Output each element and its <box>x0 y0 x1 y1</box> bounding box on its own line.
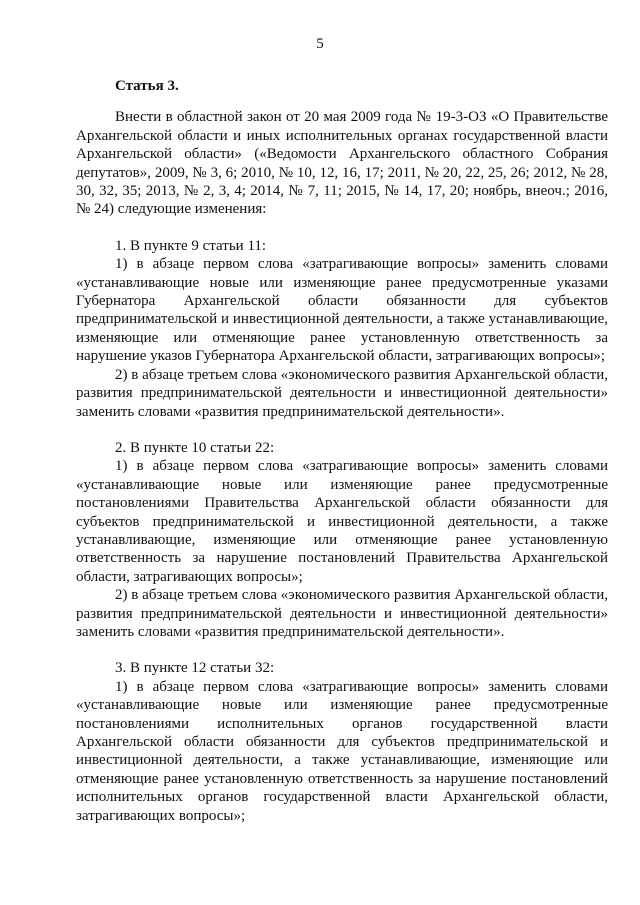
section-item: 2) в абзаце третьем слова «экономического развития Архангельской области, развития предпринимательской деятельности и инвестиционной деятельности» заменить словами «развития предпринимательской деятельности». <box>76 587 608 640</box>
article-title: Статья 3. <box>115 78 179 94</box>
intro-paragraph: Внести в областной закон от 20 мая 2009 года № 19-3-ОЗ «О Правительстве Архангельской области и иных исполнительных органах государственной власти Архангельской области» («Ведомости Архангельского областного Собрания депутатов», 2009, № 3, 6; 2010, № 10, 12, 16, 17; 2011, № 20, 22, 25, 26; 2012, № 28, 30, 32, 35; 2013, № 2, 3, 4; 2014, № 7, 11; 2015, № 14, 17, 20; ноябрь, внеоч.; 2016, № 24) следующие изменения: <box>76 109 608 218</box>
page-number: 5 <box>316 36 324 52</box>
section-3 <box>76 659 608 825</box>
section-item: 1) в абзаце первом слова «затрагивающие вопросы» заменить словами «устанавливающие новые или изменяющие ранее предусмотренные указами Губернатора Архангельской области обязанности для субъектов предпринимательской и инвестиционной деятельности, а также устанавливающие, изменяющие или отменяющие ранее установленную ответственность за нарушение указов Губернатора Архангельской области, затрагивающих вопросы»; <box>76 256 608 365</box>
document-body <box>76 77 608 825</box>
section-title: 1. В пункте 9 статьи 11: <box>115 237 267 254</box>
section-title: 2. В пункте 10 статьи 22: <box>115 439 275 456</box>
section-spacer <box>76 641 608 659</box>
section-item: 1) в абзаце первом слова «затрагивающие вопросы» заменить словами «устанавливающие новые или изменяющие ранее предусмотренные постановлениями исполнительных органов государственной власти Архангельской области обязанности для субъектов предпринимательской и инвестиционной деятельности, а также устанавливающие, изменяющие или отменяющие ранее установленную ответственность за нарушение постановлений исполнительных органов государственной власти Архангельской области, затрагивающих вопросы»; <box>76 678 608 824</box>
section-1 <box>76 237 608 421</box>
section-spacer <box>76 219 608 237</box>
section-item: 1) в абзаце первом слова «затрагивающие вопросы» заменить словами «устанавливающие новые или изменяющие ранее предусмотренные постановлениями Правительства Архангельской области обязанности для субъектов предпринимательской и инвестиционной деятельности, а также устанавливающие, изменяющие или отменяющие ранее установленную ответственность за нарушение постановлений Правительства Архангельской области, затрагивающих вопросы»; <box>76 458 608 585</box>
section-item: 2) в абзаце третьем слова «экономического развития Архангельской области, развития предпринимательской деятельности и инвестиционной деятельности» заменить словами «развития предпринимательской деятельности». <box>76 366 608 420</box>
section-spacer <box>76 421 608 439</box>
section-2 <box>76 439 608 641</box>
section-title: 3. В пункте 12 статьи 32: <box>115 660 275 677</box>
